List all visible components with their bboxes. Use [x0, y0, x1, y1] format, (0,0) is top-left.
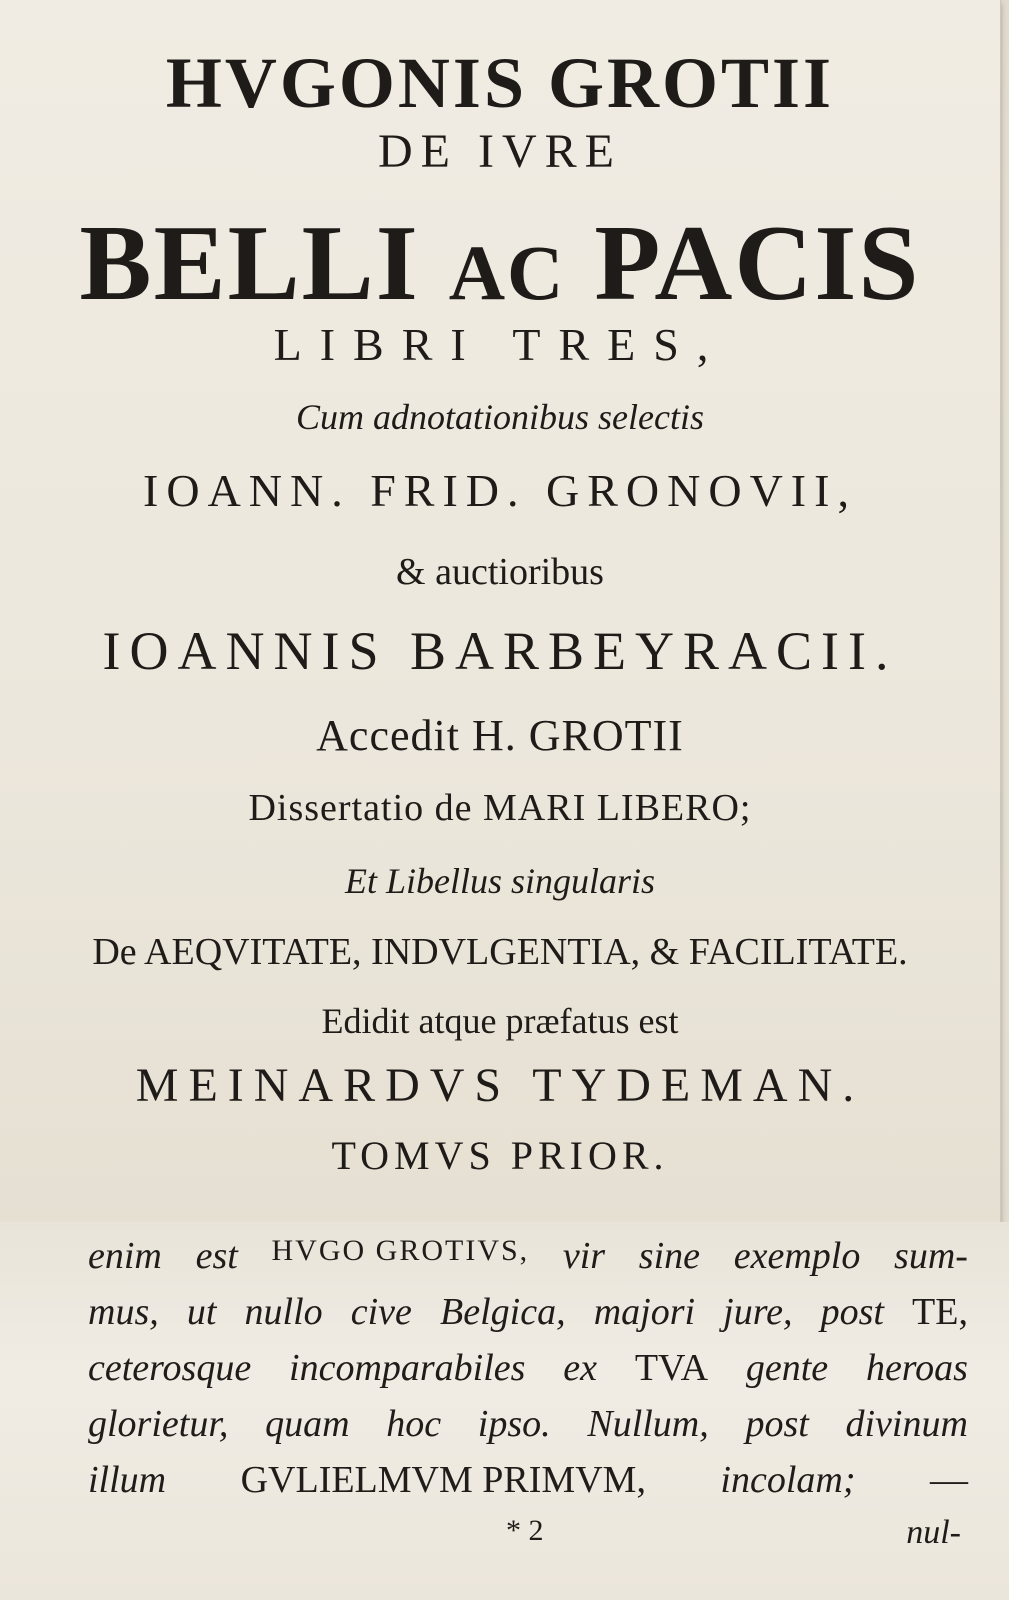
mare-liberum-line: Dissertatio de MARI LIBERO;: [248, 787, 752, 829]
word: Nullum,: [587, 1403, 709, 1445]
word: cive: [350, 1291, 412, 1333]
barbeyrac-line: IOANNIS BARBEYRACII.: [102, 621, 898, 681]
word: hoc: [386, 1403, 442, 1445]
word: GVLIELMVM PRIMVM,: [240, 1459, 646, 1501]
title-line-de-iure: DE IVRE: [378, 125, 622, 178]
word: glorietur,: [88, 1403, 229, 1445]
word: ut: [186, 1291, 217, 1333]
word: exemplo: [733, 1235, 861, 1277]
word: TE,: [912, 1291, 968, 1333]
word: sine: [638, 1235, 701, 1277]
main-title-pacis: PACIS: [594, 204, 921, 323]
text-line-5: [88, 1458, 968, 1502]
word: post: [820, 1291, 884, 1333]
signature-mark: * 2: [506, 1514, 544, 1547]
word: divinum: [845, 1403, 968, 1445]
word: —: [929, 1459, 968, 1501]
main-title-ac: AC: [448, 229, 566, 316]
auctioribus-line: & auctioribus: [396, 551, 604, 593]
word: TVA: [634, 1347, 709, 1389]
word: HVGO GROTIVS,: [271, 1234, 530, 1267]
word: mus,: [88, 1291, 159, 1333]
word: sum-: [894, 1235, 968, 1277]
text-page: [0, 1222, 1009, 1600]
word: post: [745, 1403, 809, 1445]
word: Belgica,: [440, 1291, 566, 1333]
annotations-line: Cum adnotationibus selectis: [296, 397, 704, 437]
edidit-line: Edidit atque præfatus est: [321, 1001, 679, 1041]
word: enim: [88, 1235, 162, 1277]
word: vir: [562, 1235, 606, 1277]
editor-line: MEINARDVS TYDEMAN.: [135, 1059, 865, 1112]
word: majori: [593, 1291, 696, 1333]
catchword: nul-: [906, 1514, 961, 1551]
word: ipso.: [477, 1403, 551, 1445]
libri-tres-line: LIBRI TRES,: [273, 319, 727, 370]
gronovius-line: IOANN. FRID. GRONOVII,: [143, 465, 857, 516]
text-line-4: [88, 1402, 968, 1446]
word: gente: [745, 1347, 829, 1389]
main-title-belli: BELLI: [79, 204, 420, 323]
text-line-1: [88, 1234, 968, 1278]
main-title: [0, 202, 1000, 326]
accedit-line: Accedit H. GROTII: [316, 711, 684, 760]
word: illum: [88, 1459, 167, 1501]
word: incomparabiles: [289, 1347, 526, 1389]
word: est: [195, 1235, 238, 1277]
text-line-2: [88, 1290, 968, 1334]
word: ceterosque: [88, 1347, 252, 1389]
author-line: HVGONIS GROTII: [165, 43, 835, 123]
word: nullo: [244, 1291, 323, 1333]
tomus-line: TOMVS PRIOR.: [331, 1133, 669, 1178]
word: jure,: [723, 1291, 793, 1333]
word: ex: [563, 1347, 597, 1389]
word: heroas: [865, 1347, 968, 1389]
aequitate-line: De AEQVITATE, INDVLGENTIA, & FACILITATE.: [92, 931, 908, 973]
word: quam: [265, 1403, 350, 1445]
word: incolam;: [720, 1459, 856, 1501]
text-line-3: [88, 1346, 968, 1390]
libellus-line: Et Libellus singularis: [344, 861, 656, 901]
